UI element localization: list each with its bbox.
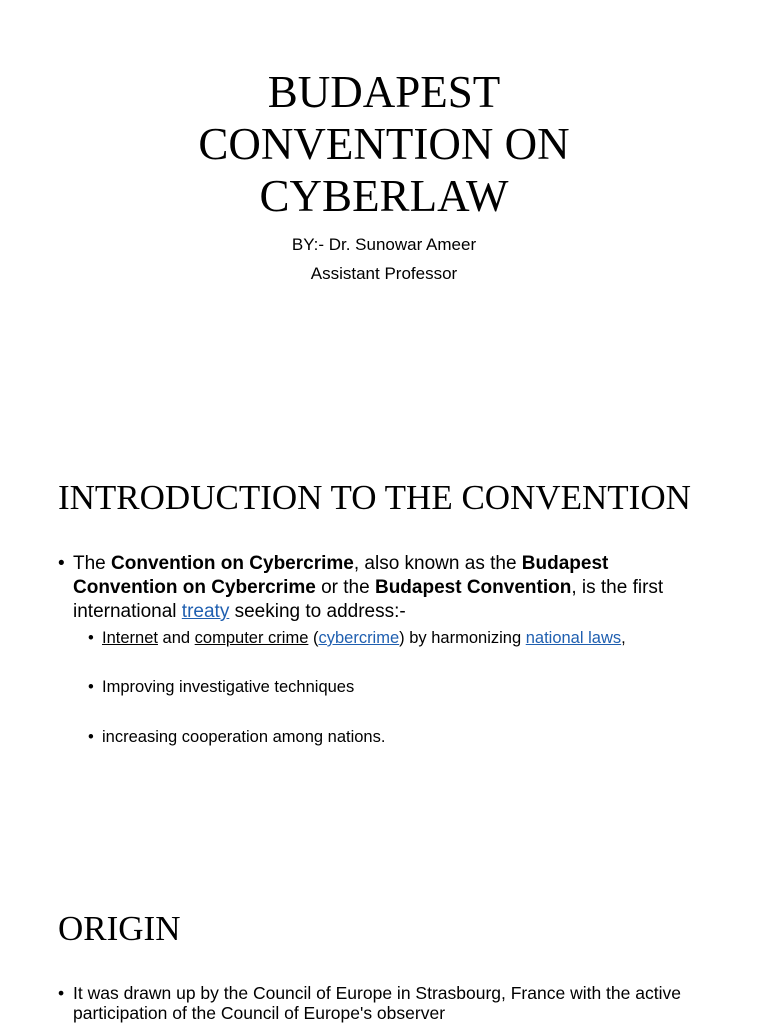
- bullet-icon: •: [88, 629, 94, 647]
- text-run: or the: [315, 577, 375, 598]
- introduction-heading: INTRODUCTION TO THE CONVENTION: [58, 478, 691, 517]
- intro-bullet-text: [73, 552, 698, 624]
- sub-bullet-2-text: Improving investigative techniques: [102, 678, 355, 696]
- bullet-icon: •: [58, 983, 65, 1003]
- bullet-icon: •: [58, 553, 65, 574]
- computer-crime-link[interactable]: computer crime: [194, 629, 309, 647]
- text-run: ) by harmonizing: [399, 629, 526, 647]
- origin-heading: ORIGIN: [58, 909, 181, 948]
- bullet-icon: •: [88, 728, 94, 746]
- sub-bullet-2: [88, 676, 708, 698]
- origin-slide: [0, 900, 768, 1024]
- sub-bullet-3: [88, 726, 708, 748]
- presentation-title: [0, 66, 768, 222]
- text-run: , is the first international: [73, 577, 664, 622]
- treaty-link[interactable]: treaty: [181, 601, 230, 622]
- sub-bullet-1-text: [102, 629, 626, 647]
- bold-run: Budapest Convention: [374, 577, 572, 598]
- internet-link[interactable]: Internet: [102, 629, 158, 647]
- bold-run: Convention on Cybercrime: [111, 553, 354, 574]
- introduction-slide: [0, 420, 768, 900]
- author-role: Assistant Professor: [310, 264, 458, 283]
- text-run: and: [157, 629, 195, 647]
- text-run: ,: [621, 629, 626, 647]
- author-name: BY:- Dr. Sunowar Ameer: [291, 235, 477, 254]
- title-slide: [0, 0, 768, 420]
- text-run: The: [73, 553, 112, 574]
- title-line-1: BUDAPEST: [267, 67, 501, 117]
- sub-bullet-3-text: increasing cooperation among nations.: [102, 728, 386, 746]
- origin-bullet-text: [73, 983, 738, 1023]
- bold-run: Budapest Convention on Cybercrime: [73, 553, 609, 598]
- origin-line-1: It was drawn up by the Council of Europe in Strasbourg, France with the active: [73, 983, 681, 1003]
- cybercrime-link[interactable]: cybercrime: [318, 629, 400, 647]
- text-run: (: [308, 629, 319, 647]
- intro-bullet: [58, 552, 698, 624]
- origin-bullet: [58, 983, 738, 1023]
- text-run: seeking to address:-: [229, 601, 406, 622]
- title-line-2: CONVENTION ON: [198, 119, 570, 169]
- title-line-3: CYBERLAW: [259, 171, 509, 221]
- national-laws-link[interactable]: national laws: [525, 629, 622, 647]
- sub-bullet-1: [88, 627, 708, 649]
- text-run: , also known as the: [353, 553, 522, 574]
- origin-line-2: participation of the Council of Europe's observer: [73, 1003, 446, 1023]
- author-block: [0, 230, 768, 288]
- bullet-icon: •: [88, 678, 94, 696]
